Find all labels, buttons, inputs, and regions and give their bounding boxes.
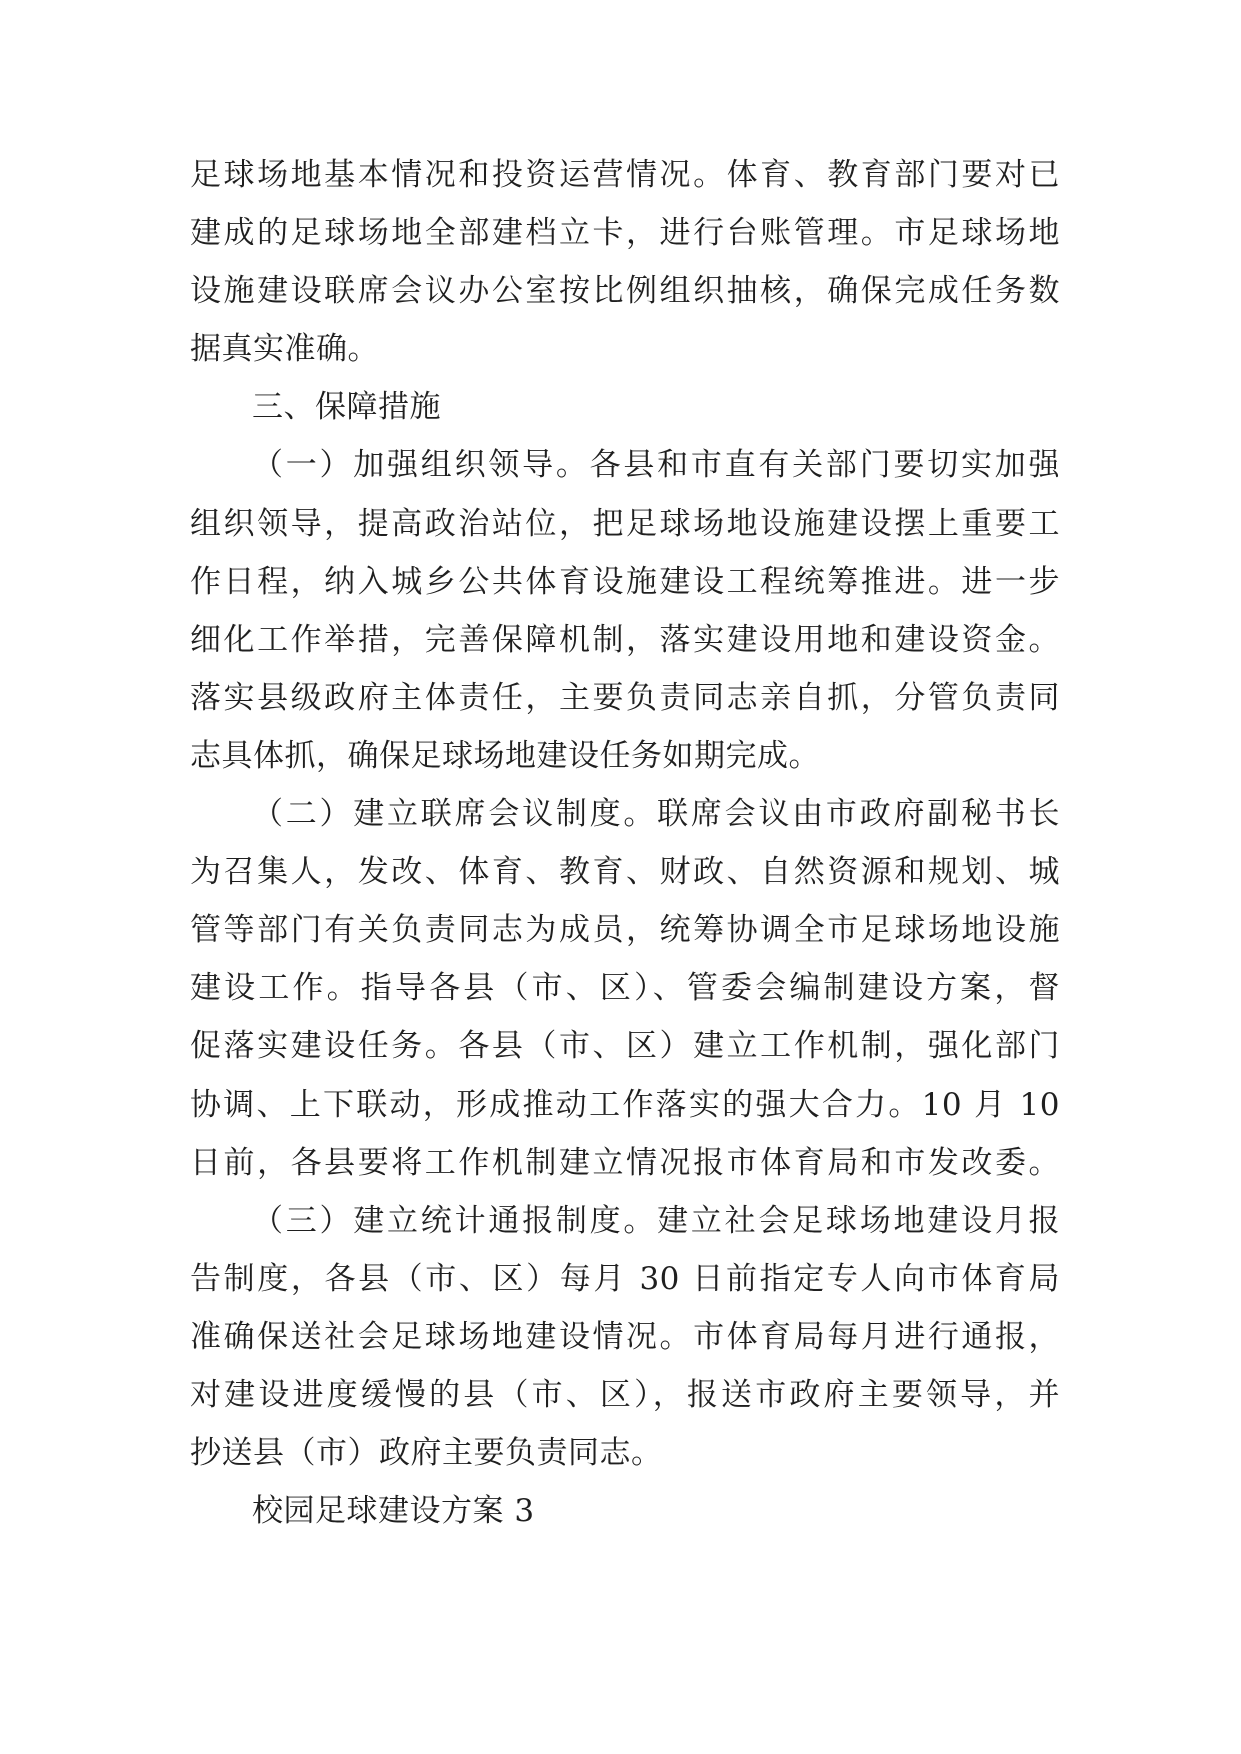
document-body [190,146,1060,1540]
text-line: 建设工作。指导各县（市、区）、管委会编制建设方案，督 [190,970,1060,1007]
paragraph-start: （一）加强组织领导。各县和市直有关部门要切实加强 [252,447,1060,484]
text-line: 协调、上下联动，形成推动工作落实的强大合力。10 月 10 [190,1086,1060,1123]
text-line: 为召集人，发改、体育、教育、财政、自然资源和规划、城 [190,854,1060,891]
text-line: 细化工作举措，完善保障机制，落实建设用地和建设资金。 [190,621,1060,658]
text-line: 告制度，各县（市、区）每月 30 日前指定专人向市体育局 [190,1260,1060,1297]
section-title: 校园足球建设方案 3 [252,1493,535,1530]
text-line: 志具体抓，确保足球场地建设任务如期完成。 [190,737,820,774]
text-line: 建成的足球场地全部建档立卡，进行台账管理。市足球场地 [190,215,1060,252]
text-line: 对建设进度缓慢的县（市、区），报送市政府主要领导，并 [190,1376,1060,1413]
text-line: 管等部门有关负责同志为成员，统筹协调全市足球场地设施 [190,912,1060,949]
text-line: 设施建设联席会议办公室按比例组织抽核，确保完成任务数 [190,273,1060,310]
paragraph-start: （三）建立统计通报制度。建立社会足球场地建设月报 [252,1202,1060,1239]
text-line: 促落实建设任务。各县（市、区）建立工作机制，强化部门 [190,1028,1060,1065]
text-line: 足球场地基本情况和投资运营情况。体育、教育部门要对已 [190,157,1060,193]
text-line: 组织领导，提高政治站位，把足球场地设施建设摆上重要工 [190,505,1060,542]
section-heading: 三、保障措施 [252,389,441,426]
text-line: 据真实准确。 [190,331,379,368]
text-line: 作日程，纳入城乡公共体育设施建设工程统筹推进。进一步 [190,563,1060,600]
paragraph-start: （二）建立联席会议制度。联席会议由市政府副秘书长 [252,796,1060,833]
text-line: 准确保送社会足球场地建设情况。市体育局每月进行通报， [190,1318,1060,1355]
text-line: 日前，各县要将工作机制建立情况报市体育局和市发改委。 [190,1144,1060,1181]
text-line: 落实县级政府主体责任，主要负责同志亲自抓，分管负责同 [190,679,1060,716]
text-line: 抄送县（市）政府主要负责同志。 [190,1435,663,1472]
